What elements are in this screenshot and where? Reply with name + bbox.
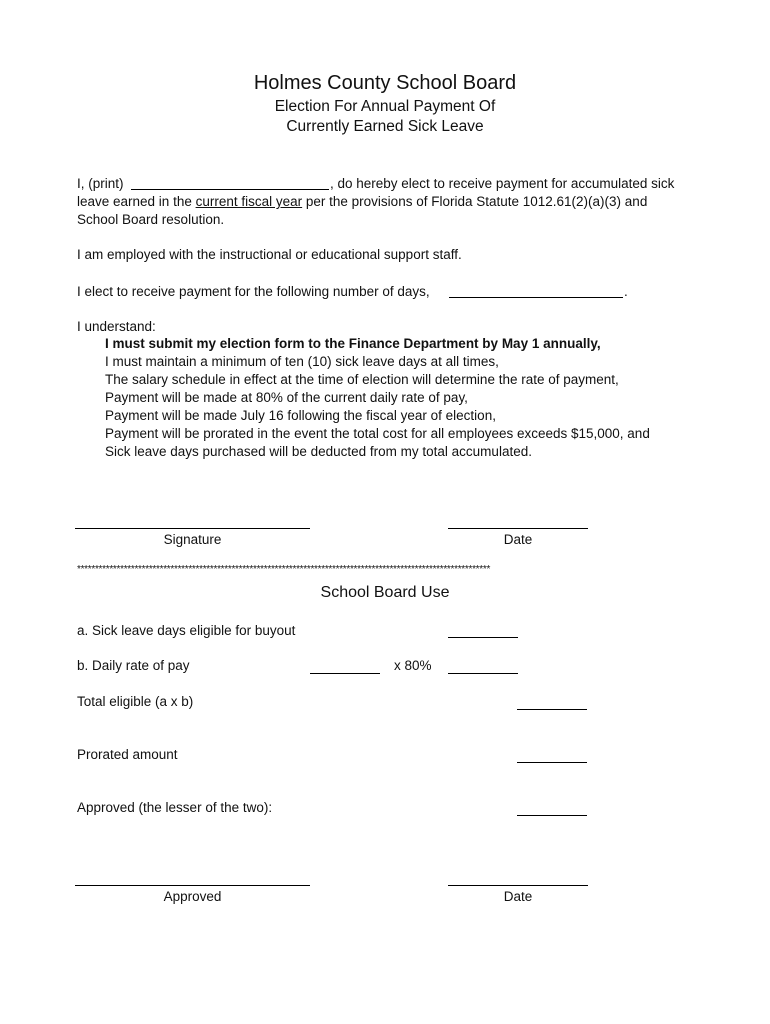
total-eligible-field[interactable] xyxy=(517,709,587,710)
signature-date-label: Date xyxy=(503,532,533,547)
understand-heading: I understand: xyxy=(77,319,156,334)
approved-signature-field[interactable] xyxy=(75,885,310,886)
print-name-field[interactable] xyxy=(131,189,329,190)
eligible-days-label: a. Sick leave days eligible for buyout xyxy=(77,623,296,638)
understand-item-salary-schedule: The salary schedule in effect at the time of election will determine the rate of payment, xyxy=(105,372,619,387)
understand-item-payment-date: Payment will be made July 16 following the fiscal year of election, xyxy=(105,408,496,423)
leave-earned-suffix: per the provisions of Florida Statute 1012.61(2)(a)(3) and xyxy=(302,194,648,209)
elect-days-statement: I elect to receive payment for the following number of days, xyxy=(77,284,430,299)
school-board-use-heading: School Board Use xyxy=(320,584,450,601)
form-title: Holmes County School Board xyxy=(253,72,517,94)
understand-item-deadline: I must submit my election form to the Finance Department by May 1 annually, xyxy=(105,336,601,351)
approved-lesser-label: Approved (the lesser of the two): xyxy=(77,800,273,815)
form-subtitle-line-2: Currently Earned Sick Leave xyxy=(286,118,484,135)
approved-date-label: Date xyxy=(503,889,533,904)
elect-days-period: . xyxy=(624,284,628,299)
asterisk-separator: ******************************************************************************************************************* xyxy=(77,564,491,575)
prorated-amount-label: Prorated amount xyxy=(77,747,178,762)
school-board-resolution-text: School Board resolution. xyxy=(77,212,225,227)
daily-rate-80-field[interactable] xyxy=(448,673,518,674)
signature-field[interactable] xyxy=(75,528,310,529)
leave-earned-line xyxy=(77,193,647,211)
eligible-days-field[interactable] xyxy=(448,637,518,638)
eighty-percent-label: x 80% xyxy=(394,658,432,673)
daily-rate-field[interactable] xyxy=(310,673,380,674)
current-fiscal-year-text: current fiscal year xyxy=(195,194,303,209)
print-name-prefix: I, (print) xyxy=(77,176,124,191)
leave-earned-prefix: leave earned in the xyxy=(77,194,196,209)
understand-item-prorated: Payment will be prorated in the event the total cost for all employees exceeds $15,000, and xyxy=(105,426,650,441)
understand-item-rate: Payment will be made at 80% of the current daily rate of pay, xyxy=(105,390,468,405)
total-eligible-label: Total eligible (a x b) xyxy=(77,694,194,709)
form-subtitle-line-1: Election For Annual Payment Of xyxy=(274,98,496,115)
employed-statement: I am employed with the instructional or educational support staff. xyxy=(77,247,462,262)
signature-label: Signature xyxy=(163,532,222,547)
understand-item-minimum: I must maintain a minimum of ten (10) sick leave days at all times, xyxy=(105,354,499,369)
understand-item-deducted: Sick leave days purchased will be deducted from my total accumulated. xyxy=(105,444,532,459)
daily-rate-label: b. Daily rate of pay xyxy=(77,658,190,673)
approved-label: Approved xyxy=(163,889,222,904)
number-of-days-field[interactable] xyxy=(449,297,623,298)
print-name-suffix: , do hereby elect to receive payment for accumulated sick xyxy=(330,176,675,191)
prorated-amount-field[interactable] xyxy=(517,762,587,763)
approved-date-field[interactable] xyxy=(448,885,588,886)
approved-lesser-field[interactable] xyxy=(517,815,587,816)
signature-date-field[interactable] xyxy=(448,528,588,529)
